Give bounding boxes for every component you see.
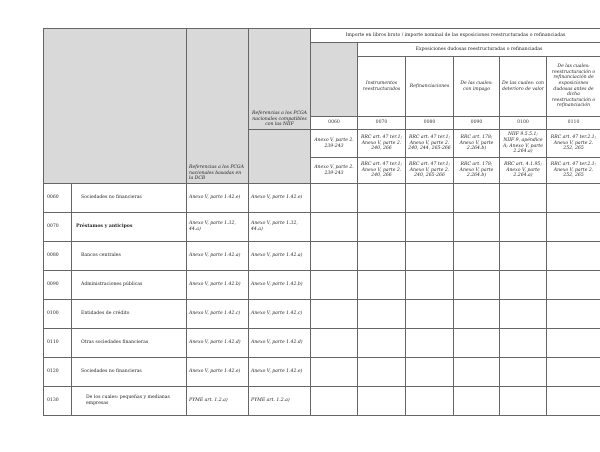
- cell: [454, 329, 500, 358]
- col-code-0100: 0100: [500, 117, 547, 130]
- row-code: 0090: [44, 271, 72, 300]
- col-ref2-0080: RRC art. 47 ter.1; Anexo V, parte 2. 240, 265-266: [406, 158, 454, 184]
- cell: [311, 329, 358, 358]
- regulatory-table: [43, 28, 600, 416]
- cell: [547, 213, 600, 242]
- cell: [358, 300, 406, 329]
- col-ref1-0080: RRC art. 47 ter.1; Anexo V, parte 2. 240, 244, 265-266: [406, 130, 454, 158]
- header-col-blank: [311, 43, 358, 117]
- cell: [358, 358, 406, 387]
- row-code: 0130: [44, 387, 72, 416]
- cell: [454, 358, 500, 387]
- cell: [547, 184, 600, 213]
- table-row: [44, 184, 600, 213]
- cell: [500, 387, 547, 416]
- col-ref1-0100: NIIF 9.5.5.1; NIIF 9, apéndice A; Anexo V, parte 2.264.a): [500, 130, 547, 158]
- row-label: Sociedades no financieras: [72, 184, 187, 213]
- row-code: 0060: [44, 184, 72, 213]
- row-label: Otras sociedades financieras: [72, 329, 187, 358]
- col-ref2-0060: Anexo V, parte 2. 239-243: [311, 158, 358, 184]
- col-label-0110: De las cuales: reestructuración o refinanciación de exposiciones dudosas antes de dicha reestructuración o refinanciación: [547, 57, 600, 117]
- row-code: 0100: [44, 300, 72, 329]
- table-row: [44, 213, 600, 242]
- row-ref-niif: Anexo V, parte 1.42.d): [249, 329, 311, 358]
- col-ref1-0090: RRC art. 178; Anexo V, parte 2.264.b): [454, 130, 500, 158]
- row-ref-niif: PYME art. 1.2.a): [249, 387, 311, 416]
- cell: [454, 387, 500, 416]
- row-code: 0070: [44, 213, 72, 242]
- cell: [406, 329, 454, 358]
- cell: [358, 184, 406, 213]
- col-code-0070: 0070: [358, 117, 406, 130]
- cell: [406, 358, 454, 387]
- col-ref1-0060: Anexo V, parte 2. 239-243: [311, 130, 358, 158]
- cell: [547, 300, 600, 329]
- cell: [547, 387, 600, 416]
- table-row: [44, 300, 600, 329]
- cell: [406, 300, 454, 329]
- row-label: Sociedades no financieras: [72, 358, 187, 387]
- cell: [358, 242, 406, 271]
- cell: [311, 300, 358, 329]
- cell: [500, 329, 547, 358]
- cell: [406, 242, 454, 271]
- cell: [406, 387, 454, 416]
- row-label: Bancos centrales: [72, 242, 187, 271]
- cell: [311, 387, 358, 416]
- col-label-0090: De las cuales: con impago: [454, 57, 500, 117]
- col-ref2-0110: RRC art. 47 ter.2.1; Anexo V, parte 2. 252, 265: [547, 158, 600, 184]
- table-row: [44, 358, 600, 387]
- row-ref-niif: Anexo V, parte 1.42.e): [249, 358, 311, 387]
- row-ref-dcb: Anexo V, parte 1.42.a): [187, 242, 249, 271]
- row-label: De los cuales: pequeñas y medianas empresas: [72, 387, 187, 416]
- cell: [454, 242, 500, 271]
- col-ref1-0110: RRC art. 47 ter.2.1; Anexo V, parte 2. 252, 265: [547, 130, 600, 158]
- cell: [547, 358, 600, 387]
- cell: [311, 213, 358, 242]
- row-code: 0080: [44, 242, 72, 271]
- header-corner: [44, 29, 187, 184]
- cell: [358, 329, 406, 358]
- cell: [547, 271, 600, 300]
- cell: [547, 329, 600, 358]
- cell: [311, 358, 358, 387]
- row-code: 0110: [44, 329, 72, 358]
- cell: [406, 271, 454, 300]
- row-ref-niif: Anexo V, parte 1.42.e): [249, 184, 311, 213]
- row-label: Préstamos y anticipos: [72, 213, 187, 242]
- cell: [358, 387, 406, 416]
- cell: [547, 242, 600, 271]
- cell: [500, 358, 547, 387]
- row-ref-dcb: Anexo V, parte 1.42.d): [187, 329, 249, 358]
- cell: [454, 300, 500, 329]
- header-sub-title: Exposiciones dudosas reestructuradas o refinanciadas: [358, 43, 600, 57]
- row-ref-dcb: Anexo V, parte 1.42.e): [187, 358, 249, 387]
- cell: [500, 213, 547, 242]
- row-label: Administraciones públicas: [72, 271, 187, 300]
- row-ref-dcb: Anexo V, parte 1.42.b): [187, 271, 249, 300]
- col-label-0080: Refinanciaciones: [406, 57, 454, 117]
- cell: [311, 271, 358, 300]
- table-row: [44, 329, 600, 358]
- row-ref-dcb: Anexo V, parte 1.42.c): [187, 300, 249, 329]
- row-ref-dcb: Anexo V, parte 1.32, 44.a): [187, 213, 249, 242]
- table-row: [44, 242, 600, 271]
- col-label-0100: De las cuales: con deterioro de valor: [500, 57, 547, 117]
- cell: [500, 184, 547, 213]
- row-label: Entidades de crédito: [72, 300, 187, 329]
- col-code-0110: 0110: [547, 117, 600, 130]
- col-label-0070: Instrumentos reestructurados: [358, 57, 406, 117]
- row-ref-niif: Anexo V, parte 1.42.b): [249, 271, 311, 300]
- cell: [311, 242, 358, 271]
- header-ref-niif: Referencias a los PCGA nacionales compatibles con las NIIF: [249, 29, 311, 130]
- cell: [500, 242, 547, 271]
- col-ref1-0070: RRC art. 47 ter.1; Anexo V, parte 2. 240, 266: [358, 130, 406, 158]
- cell: [406, 184, 454, 213]
- cell: [358, 213, 406, 242]
- row-ref-niif: Anexo V, parte 1.42.c): [249, 300, 311, 329]
- cell: [358, 271, 406, 300]
- cell: [311, 184, 358, 213]
- col-ref2-0100: RRC art. 4.1.95; Anexo V, parte 2.264.a): [500, 158, 547, 184]
- row-ref-dcb: PYME art. 1.2.a): [187, 387, 249, 416]
- row-code: 0120: [44, 358, 72, 387]
- cell: [454, 213, 500, 242]
- table-row: [44, 387, 600, 416]
- header-niif-blank: [249, 130, 311, 184]
- row-ref-dcb: Anexo V, parte 1.42.e): [187, 184, 249, 213]
- col-ref2-0090: RRC art. 178; Anexo V, parte 2.264.b): [454, 158, 500, 184]
- cell: [500, 271, 547, 300]
- cell: [406, 213, 454, 242]
- header-top-title: Importe en libros bruto / importe nominal de las exposiciones reestructuradas o refinanciadas: [311, 29, 600, 43]
- row-ref-niif: Anexo V, parte 1.42.a): [249, 242, 311, 271]
- cell: [454, 271, 500, 300]
- table-row: [44, 271, 600, 300]
- cell: [454, 184, 500, 213]
- col-ref2-0070: RRC art. 47 ter.1; Anexo V, parte 2. 240, 266: [358, 158, 406, 184]
- col-code-0060: 0060: [311, 117, 358, 130]
- row-ref-niif: Anexo V, parte 1.32, 44.a): [249, 213, 311, 242]
- header-ref-dcb: Referencias a los PCGA nacionales basadas en la DCB: [187, 29, 249, 184]
- cell: [500, 300, 547, 329]
- col-code-0090: 0090: [454, 117, 500, 130]
- col-code-0080: 0080: [406, 117, 454, 130]
